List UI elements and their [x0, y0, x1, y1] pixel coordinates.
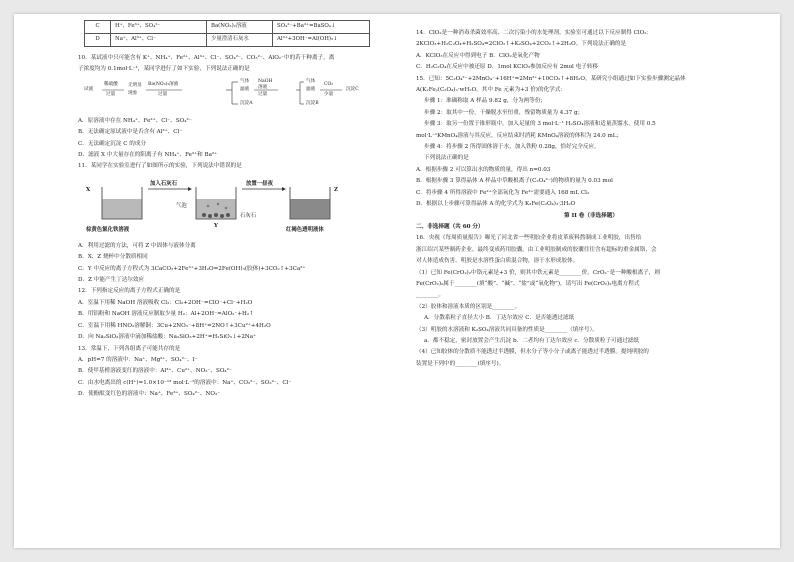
- question-12-stem: 12．下列指定反应的离子方程式正确的是: [78, 288, 181, 295]
- ion-table: [84, 20, 370, 47]
- step-line: 步骤 1：准确称取 A 样品 9.82 g，分为两等份；: [424, 98, 547, 105]
- option-line: B．根据步骤 3 算得晶体 A 样品中草酸根离子(C₂O₄²⁻)的物质的量为 0.03 mol: [416, 178, 613, 185]
- question-15-stem-1: 15．已知：5C₂O₄²⁻+2MnO₄⁻+16H⁺=2Mn²⁺+10CO₂↑+8H₂O。某研究小组通过如下实验步骤测定晶体: [416, 75, 686, 82]
- flow-step3-op: 过量: [258, 91, 268, 97]
- flow-step1-reagent: 稀硫酸: [104, 81, 118, 87]
- question-11-stem: 11．某同学在实验室进行了如图所示的实验，下列说法中错误的是: [78, 163, 242, 170]
- option-line: B．无法确定原试液中是否含有 Al³⁺、Cl⁻: [78, 129, 183, 136]
- flow-step3-reagent-2: 溶液: [258, 84, 268, 90]
- flow-gas-2: 气体: [306, 78, 316, 84]
- flow-step2-reagent: Ba(NO₃)₂溶液: [148, 81, 179, 87]
- question-16-line: ________。: [416, 292, 444, 299]
- question-16-line: （2）胶体和溶液本质的区别是________。: [416, 303, 521, 310]
- question-14-stem-2: 2KClO₃+H₂C₂O₄+H₂SO₄=2ClO₂↑+K₂SO₄+2CO₂↑+2H₂O。下列说法正确的是: [416, 41, 627, 48]
- flow-step2-op: 过量: [158, 91, 168, 97]
- document-page: [14, 14, 780, 548]
- question-14-stem-1: 14．ClO₂是一种消毒杀菌效率高、二次污染小的水处理剂。实验室可通过以下反应制得 ClO₂：: [416, 30, 653, 36]
- flow-step1-op: 过量: [106, 91, 116, 97]
- question-16-line: （3）明胶的水溶液和 K₂SO₄溶液共同具备的性质是________（填序号）。: [416, 326, 598, 333]
- right-column: [416, 28, 766, 370]
- option-line: B．使甲基橙溶液变红的溶液中：Al³⁺、Cu²⁺、NO₃⁻、SO₄²⁻: [78, 368, 232, 375]
- question-16-line: Fe(CrO₂)₂属于________(填“酸”、“碱”、“盐”或“氧化物”)，请写出 Fe(CrO₂)₂电离方程式: [416, 280, 640, 287]
- flow-precipitate-b: 沉淀B: [306, 100, 319, 106]
- section-subtitle: 二、非选择题（共 60 分）: [416, 223, 484, 230]
- option-line: A．KClO₃在反应中得到电子 B．ClO₂是氧化产物: [416, 52, 540, 59]
- question-16-line: 浙江绍兴某些制药企业，最终变成药用胶囊。由工业明胶制成的胶囊往往含有超标的重金属铬，会: [416, 246, 657, 253]
- table-cell: H⁺、Fe³⁺、SO₄²⁻: [111, 21, 207, 34]
- beaker-y-label: Y: [214, 222, 218, 229]
- flow-observation: 无明显: [128, 82, 142, 88]
- question-16-line: 16．央视《每周质量报告》曝光了河北省一些明胶企业将皮革废料熬制成工业明胶，出售给: [416, 235, 642, 242]
- option-line: C．室温下用稀 HNO₃溶解铜：3Cu+2NO₃⁻+8H⁺=2NO↑+3Cu²⁺+4H₂O: [78, 322, 271, 329]
- option-line: C．无法确定沉淀 C 的成分: [78, 140, 147, 147]
- table-cell: D: [85, 34, 111, 47]
- table-cell: SO₄²⁻+Ba²⁺=BaSO₄↓: [273, 21, 370, 34]
- flow-step3-reagent: NaOH: [258, 78, 273, 84]
- option-line: A．分散系粒子直径大小 B．丁达尔效应 C．是否能透过滤纸: [424, 315, 575, 322]
- question-15-prompt: 下列说法正确的是: [424, 155, 469, 162]
- table-cell: 少量澄清石灰水: [207, 34, 273, 47]
- question-16-line: （4）已知胶体的分散质不能透过半透膜，但水分子等小分子或离子能透过半透膜。提纯明胶的: [416, 349, 649, 356]
- option-line: D．使酚酞变红色的溶液中：Na⁺、Fe³⁺、SO₄²⁻、NO₃⁻: [78, 391, 221, 398]
- option-line: A．根据步骤 2 可以算出水的物质的量，得出 n=0.03: [416, 166, 551, 173]
- flow-precipitate-a: 沉淀A: [240, 100, 253, 106]
- table-cell: Ba(NO₃)₂溶液: [207, 21, 273, 34]
- option-line: C．由水电离出的 c(H⁺)=1.0×10⁻¹³ mol·L⁻¹的溶液中：Na⁺、CO₃²⁻、SO₃²⁻、Cl⁻: [78, 379, 292, 386]
- option-line: A．利用过滤的方法，可将 Z 中固体与液体分离: [78, 242, 196, 249]
- section-title: 第 II 卷（非选择题）: [564, 212, 618, 219]
- step-line: 步骤 2：取其中一份，干燥脱水至恒重，残留物质量为 4.37 g；: [424, 109, 584, 116]
- option-line: a．都不稳定，密封放置会产生沉淀 b．二者均有丁达尔效应 c．分散质粒子可通过滤纸: [424, 337, 639, 344]
- question-16-line: 装置是下列中的________(填序号)。: [416, 360, 505, 367]
- flow-gas: 气体: [240, 78, 250, 84]
- beaker-z-label: Z: [334, 186, 338, 193]
- flow-observation-2: 现象: [128, 90, 138, 96]
- table-cell: Na⁺、Al³⁺、Cl⁻: [111, 34, 207, 47]
- option-line: D．Z 中能产生丁达尔效应: [78, 277, 145, 284]
- table-cell: Al³⁺+3OH⁻=Al(OH)₃↓: [273, 34, 370, 47]
- option-line: C．Y 中反应的离子方程式为 3CaCO₃+2Fe³⁺+3H₂O=2Fe(OH)₃(胶体)+3CO₂↑+3Ca²⁺: [78, 265, 306, 272]
- option-line: B．用铝粉和 NaOH 溶液反应制取少量 H₂：Al+2OH⁻=AlO₂⁻+H₂↑: [78, 311, 254, 318]
- question-16-line: （1）已知 Fe(CrO₂)₂中铬元素是+3 价，则其中铁元素是________价。CrO₂⁻是一种酸根离子，则: [416, 269, 660, 276]
- option-line: B．X、Z 烧杯中分散质相同: [78, 254, 148, 261]
- beaker-x-caption: 棕黄色氯化铁溶液: [86, 226, 130, 233]
- arrow-1-label: 加入石灰石: [150, 180, 177, 187]
- beaker-z-caption: 红褐色透明液体: [286, 226, 324, 233]
- beaker-x-label: X: [86, 186, 91, 193]
- question-16-line: 对人体造成伤害。明胶是水溶性蛋白质混合物，溶于水形成胶体。: [416, 258, 579, 265]
- left-column: [78, 14, 428, 401]
- flow-diagram: [84, 78, 428, 112]
- stone-label: 石灰石: [240, 212, 257, 219]
- flow-filtrate-2: 滤液: [306, 86, 316, 92]
- option-line: D．向 Na₂SiO₃溶液中滴加稀盐酸：Na₂SiO₃+2H⁺=H₂SiO₃↓+2Na⁺: [78, 334, 257, 341]
- option-line: C．将步骤 4 所得溶液中 Fe²⁺全部氧化为 Fe³⁺需要通入 168 mL Cl₂: [416, 189, 590, 196]
- table-row: [85, 21, 370, 34]
- question-13-stem: 13．常温下，下列各组离子可能共存的是: [78, 345, 181, 352]
- option-line: A．室温下用稀 NaOH 溶液吸收 Cl₂：Cl₂+2OH⁻=ClO⁻+Cl⁻+H₂O: [78, 299, 253, 306]
- option-line: A．原溶液中存在 NH₄⁺、Fe²⁺、Cl⁻、SO₄²⁻: [78, 117, 192, 124]
- table-cell: C: [85, 21, 111, 34]
- question-10-stem-1: 10．某试液中只可能含有 K⁺、NH₄⁺、Fe²⁺、Al³⁺、Cl⁻、SO₄²⁻、CO₃²⁻、AlO₂⁻中的若干种离子，离: [78, 55, 335, 61]
- flow-step4-op: 少量: [324, 91, 334, 97]
- option-line: D．根据以上步骤可算得晶体 A 的化学式为 K₃Fe(C₂O₄)₃·3H₂O: [416, 201, 576, 208]
- flow-filtrate: 滤液: [240, 86, 250, 92]
- step-line: 步骤 4：将步骤 2 所得固体溶于水，加入铁粉 0.28g，恰好完全反应。: [424, 144, 600, 151]
- flow-precipitate-c: 沉淀C: [346, 86, 359, 92]
- table-row: [85, 34, 370, 47]
- question-15-stem-2: A(KₓFeᵧ(C₂O₄)ₙ·wH₂O，其中 Fe 元素为+3 价)的化学式：: [416, 87, 566, 94]
- option-line: A．pH=7 的溶液中：Na⁺、Mg²⁺、SO₄²⁻、I⁻: [78, 356, 198, 363]
- question-10-stem-2: 子浓度均为 0.1mol·L⁻¹，某同学进行了如下实验，下列说法正确的是: [78, 66, 250, 73]
- arrow-2-label: 放置一昼夜: [246, 180, 273, 187]
- option-line: D．滤液 X 中大量存在的阳离子有 NH₄⁺、Fe²⁺和 Ba²⁺: [78, 152, 218, 159]
- flow-start: 试液: [84, 86, 94, 92]
- bubble-label: 气泡: [176, 202, 187, 209]
- flow-step4-reagent: CO₂: [324, 81, 334, 87]
- step-line: 步骤 3：取另一份置于锥形瓶中，加入足量的 3 mol·L⁻¹ H₂SO₄溶液和适量蒸馏水，使用 0.5: [424, 121, 656, 128]
- step-line: mol·L⁻¹KMnO₄溶液与其反应，反应结束时消耗 KMnO₄溶液的体积为 24.0 mL；: [416, 132, 623, 139]
- option-line: C．H₂C₂O₄在反应中被还原 D．1mol KClO₃参加反应有 2mol 电子转移: [416, 64, 599, 71]
- beaker-diagram: [84, 175, 428, 237]
